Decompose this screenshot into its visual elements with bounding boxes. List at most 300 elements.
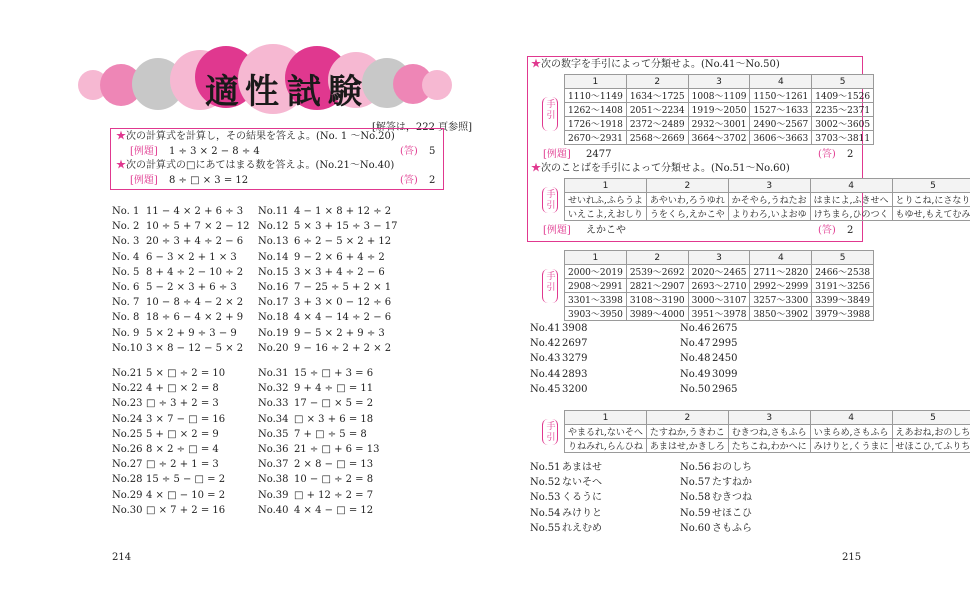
- column-header: 3: [688, 251, 750, 265]
- question-number: No.32: [258, 383, 289, 395]
- question-value: 5 + □ × 2 = 9: [146, 428, 219, 440]
- table-cell: 3703〜3811: [812, 131, 874, 145]
- column-header: 5: [812, 75, 874, 89]
- table-row: [565, 265, 874, 279]
- question-row: [258, 429, 367, 440]
- table-cell: 2670〜2931: [565, 131, 627, 145]
- question-row: [258, 444, 379, 455]
- column-header: 5: [812, 251, 874, 265]
- table-cell: よりわろ,いよおゆ: [728, 207, 810, 221]
- question-number: No.54: [530, 507, 561, 519]
- example-41-answer: (答) 2: [818, 149, 854, 160]
- question-row: [530, 473, 602, 488]
- question-value: たすねか: [712, 477, 752, 489]
- question-number: No.14: [258, 251, 289, 263]
- question-value: 11 − 4 × 2 + 6 ÷ 3: [146, 206, 244, 217]
- question-value: 21 ÷ □ + 6 = 13: [294, 444, 380, 455]
- table-cell: 3301〜3398: [565, 293, 627, 307]
- question-value: 3279: [562, 353, 588, 365]
- table-cell: 3606〜3663: [750, 131, 812, 145]
- table-cell: 3664〜3702: [688, 131, 750, 145]
- question-number: No.40: [258, 504, 289, 516]
- question-row: [680, 519, 752, 534]
- question-row: [112, 474, 225, 485]
- table-row: [565, 193, 970, 207]
- table-cell: みけりと,くうまに: [810, 439, 892, 453]
- column-header: 1: [565, 251, 627, 265]
- table-cell: いまらめ,さもふら: [810, 425, 892, 439]
- question-value: 10 − □ ÷ 2 = 8: [294, 474, 374, 486]
- question-row: [112, 297, 243, 308]
- column-header: 3: [728, 411, 810, 425]
- question-value: □ ÷ 3 + 2 = 3: [146, 398, 219, 410]
- question-value: おのしち: [712, 462, 752, 473]
- question-number: No.51: [530, 462, 561, 473]
- table-header-row: [565, 251, 874, 265]
- question-row: [112, 343, 243, 354]
- column-header: 4: [810, 411, 892, 425]
- guide-table-numbers-1: [564, 74, 874, 145]
- table-row: [565, 307, 874, 321]
- table-cell: とりこね,にさなり: [892, 193, 970, 207]
- table-row: [565, 425, 970, 439]
- question-value: 7 − 25 ÷ 5 + 2 × 1: [294, 282, 392, 293]
- instruction-2: ★次の計算式の□にあてはまる数を答えよ。(No.21〜No.40): [116, 160, 395, 171]
- table-cell: むきつね,さもふら: [728, 425, 810, 439]
- star-icon: ★: [531, 163, 541, 174]
- question-value: □ × 3 + 6 = 18: [294, 413, 374, 425]
- table-cell: 1409〜1526: [812, 89, 874, 103]
- table-cell: 3989〜4000: [626, 307, 688, 321]
- question-value: 2893: [562, 368, 588, 380]
- question-value: 9 − 16 ÷ 2 + 2 × 2: [294, 342, 392, 354]
- table-cell: せいれふ,ふらうよ: [565, 193, 647, 207]
- star-icon: ★: [116, 131, 126, 142]
- table-cell: 1634〜1725: [626, 89, 688, 103]
- question-number: No.41: [530, 323, 561, 334]
- table-cell: 1110〜1149: [565, 89, 627, 103]
- question-row: [680, 473, 752, 488]
- question-number: No.19: [258, 327, 289, 339]
- table-cell: 2568〜2669: [626, 131, 688, 145]
- question-row: [258, 490, 373, 501]
- instruction-41-50: ★次の数字を手引によって分類せよ。(No.41〜No.50): [531, 59, 780, 70]
- question-number: No. 5: [112, 266, 140, 278]
- example-51-answer: (答) 2: [818, 225, 854, 236]
- answer-reference: [解答は，222 頁参照]: [372, 122, 473, 133]
- question-value: 9 − 2 × 6 + 4 ÷ 2: [294, 251, 385, 263]
- table-cell: 1008〜1109: [688, 89, 750, 103]
- question-number: No.42: [530, 338, 561, 350]
- question-number: No.21: [112, 368, 143, 379]
- column-header: 4: [750, 75, 812, 89]
- question-number: No.24: [112, 413, 143, 425]
- question-number: No.45: [530, 383, 561, 395]
- question-row: [112, 328, 237, 339]
- question-row: [258, 236, 391, 247]
- question-row: [680, 353, 737, 364]
- table-cell: 1150〜1261: [750, 89, 812, 103]
- question-row: [258, 206, 391, 217]
- table-cell: 3903〜3950: [565, 307, 627, 321]
- column-header: 5: [892, 411, 970, 425]
- question-row: [112, 398, 219, 409]
- column-header: 2: [626, 75, 688, 89]
- question-value: 18 ÷ 6 − 4 × 2 + 9: [146, 312, 244, 324]
- table-header-row: [565, 179, 970, 193]
- question-value: れえむめ: [562, 522, 602, 534]
- tebiki-label-1: 手 引: [545, 100, 557, 134]
- table-cell: 2020〜2465: [688, 265, 750, 279]
- question-value: ないそへ: [562, 477, 602, 489]
- question-row: [680, 384, 737, 395]
- instruction-1: ★次の計算式を計算し，その結果を答えよ。(No. 1 〜No.20): [116, 131, 395, 142]
- table-cell: 2490〜2567: [750, 117, 812, 131]
- question-row: [258, 505, 373, 516]
- question-number: No.56: [680, 462, 711, 473]
- table-cell: りねみれ,らんひね: [565, 439, 647, 453]
- question-value: 5 − 2 × 3 + 6 ÷ 3: [146, 282, 237, 293]
- question-row: [112, 414, 225, 425]
- table-row: [565, 89, 874, 103]
- question-row: [112, 444, 219, 455]
- question-value: あまはせ: [562, 462, 602, 473]
- question-number: No.36: [258, 444, 289, 455]
- question-value: 7 + □ ÷ 5 = 8: [294, 428, 367, 440]
- question-row: [530, 519, 602, 534]
- example-1: [例題] 1 ÷ 3 × 2 − 8 ÷ 4: [130, 146, 260, 157]
- question-number: No.34: [258, 413, 289, 425]
- question-value: 4 − 1 × 8 + 12 ÷ 2: [294, 206, 392, 217]
- tebiki-label-2: 手 引: [545, 190, 557, 216]
- table-cell: 2539〜2692: [626, 265, 688, 279]
- question-value: 4 × 4 − 14 ÷ 2 − 6: [294, 312, 392, 324]
- question-row: [258, 221, 397, 232]
- question-number: No.48: [680, 353, 711, 365]
- column-header: 3: [728, 179, 810, 193]
- guide-table-numbers-2: [564, 250, 874, 321]
- question-value: 8 × 2 ÷ □ = 4: [146, 444, 219, 455]
- table-cell: たちこね,わかへに: [728, 439, 810, 453]
- table-cell: 2908〜2991: [565, 279, 627, 293]
- question-row: [112, 267, 243, 278]
- table-row: [565, 103, 874, 117]
- question-number: No. 2: [112, 221, 140, 233]
- question-number: No. 1: [112, 206, 140, 217]
- question-row: [258, 328, 385, 339]
- question-value: 6 − 3 × 2 + 1 × 3: [146, 251, 237, 263]
- question-row: [112, 252, 237, 263]
- question-number: No.58: [680, 492, 711, 504]
- question-number: No.59: [680, 507, 711, 519]
- question-number: No.39: [258, 489, 289, 501]
- question-value: 2965: [712, 383, 738, 395]
- question-row: [258, 474, 373, 485]
- question-value: 3 × 3 + 4 ÷ 2 − 6: [294, 266, 385, 278]
- question-row: [258, 459, 373, 470]
- table-cell: けちまら,ひのつく: [810, 207, 892, 221]
- question-number: No.43: [530, 353, 561, 365]
- tebiki-label-4: 手 引: [545, 422, 557, 448]
- question-number: No. 3: [112, 236, 140, 248]
- question-row: [258, 368, 373, 379]
- table-cell: 2693〜2710: [688, 279, 750, 293]
- question-number: No.50: [680, 383, 711, 395]
- question-number: No.52: [530, 477, 561, 489]
- question-number: No.60: [680, 522, 711, 534]
- question-value: 4 × □ − 10 = 2: [146, 489, 226, 501]
- page-number-right: 215: [842, 552, 862, 563]
- question-number: No.16: [258, 282, 289, 293]
- question-value: 4 × 4 − □ = 12: [294, 504, 374, 516]
- question-number: No.17: [258, 297, 289, 309]
- question-value: 6 ÷ 2 − 5 × 2 + 12: [294, 236, 392, 248]
- question-row: [112, 282, 237, 293]
- question-number: No.57: [680, 477, 711, 489]
- question-number: No. 7: [112, 297, 140, 309]
- question-value: むきつね: [712, 492, 752, 504]
- instruction-51-60: ★次のことばを手引によって分類せよ。(No.51〜No.60): [531, 163, 790, 174]
- table-row: [565, 293, 874, 307]
- example-41: [例題] 2477: [543, 149, 612, 160]
- table-cell: 2235〜2371: [812, 103, 874, 117]
- table-cell: たすねか,うきわこ: [646, 425, 728, 439]
- question-number: No.53: [530, 492, 561, 504]
- question-row: [258, 398, 373, 409]
- question-value: 8 + 4 ÷ 2 − 10 ÷ 2: [146, 266, 244, 278]
- question-value: 9 − 5 × 2 + 9 ÷ 3: [294, 327, 385, 339]
- question-number: No. 4: [112, 251, 140, 263]
- question-row: [530, 323, 587, 334]
- question-row: [680, 488, 752, 503]
- question-value: 3099: [712, 368, 738, 380]
- question-number: No.12: [258, 221, 289, 233]
- question-value: 3908: [562, 323, 588, 334]
- question-value: 3 × 7 − □ = 16: [146, 413, 226, 425]
- question-row: [112, 236, 243, 247]
- title-char-4: 験: [328, 72, 362, 112]
- question-value: 5 × 2 + 9 ÷ 3 − 9: [146, 327, 237, 339]
- question-number: No.18: [258, 312, 289, 324]
- question-value: 3200: [562, 383, 588, 395]
- guide-table-words-2: [564, 410, 970, 453]
- question-value: 10 ÷ 5 + 7 × 2 − 12: [146, 221, 250, 233]
- question-row: [530, 353, 587, 364]
- question-number: No.55: [530, 522, 561, 534]
- question-number: No.26: [112, 444, 143, 455]
- table-cell: あやいわ,ろうゆれ: [646, 193, 728, 207]
- question-value: 17 − □ × 5 = 2: [294, 398, 374, 410]
- question-row: [258, 383, 373, 394]
- table-cell: 1919〜2050: [688, 103, 750, 117]
- question-number: No.31: [258, 368, 289, 379]
- table-cell: いえこよ,えおしり: [565, 207, 647, 221]
- question-number: No.23: [112, 398, 143, 410]
- question-row: [112, 429, 219, 440]
- question-number: No.20: [258, 342, 289, 354]
- question-number: No.44: [530, 368, 561, 380]
- question-value: くるうに: [562, 492, 602, 504]
- title-char-3: 試: [287, 72, 321, 112]
- question-value: 2450: [712, 353, 738, 365]
- table-cell: 3257〜3300: [750, 293, 812, 307]
- question-row: [530, 504, 602, 519]
- table-cell: かそやら,うねたお: [728, 193, 810, 207]
- column-header: 2: [646, 411, 728, 425]
- guide-table-words-1: [564, 178, 970, 221]
- table-row: [565, 207, 970, 221]
- question-value: 5 × □ ÷ 2 = 10: [146, 368, 226, 379]
- column-header: 1: [565, 75, 627, 89]
- question-number: No.49: [680, 368, 711, 380]
- table-row: [565, 439, 970, 453]
- question-row: [530, 384, 587, 395]
- question-value: 9 + 4 ÷ □ = 11: [294, 383, 374, 395]
- table-cell: 2932〜3001: [688, 117, 750, 131]
- table-cell: 2711〜2820: [750, 265, 812, 279]
- table-cell: 2992〜2999: [750, 279, 812, 293]
- question-value: 2 × 8 − □ = 13: [294, 459, 374, 471]
- question-row: [530, 369, 587, 380]
- tebiki-label-3: 手 引: [545, 272, 557, 306]
- example-2: [例題] 8 ÷ □ × 3 = 12: [130, 175, 249, 186]
- table-cell: 3002〜3605: [812, 117, 874, 131]
- column-header: 2: [626, 251, 688, 265]
- question-row: [112, 505, 225, 516]
- question-row: [258, 312, 391, 323]
- question-value: みけりと: [562, 507, 602, 519]
- table-cell: 3951〜3978: [688, 307, 750, 321]
- table-cell: 3399〜3849: [812, 293, 874, 307]
- table-header-row: [565, 411, 970, 425]
- question-value: □ + 12 ÷ 2 = 7: [294, 489, 374, 501]
- table-cell: はまによ,ふきせへ: [810, 193, 892, 207]
- question-row: [112, 312, 243, 323]
- example-1-answer: (答) 5: [400, 146, 436, 157]
- star-icon: ★: [531, 59, 541, 70]
- table-cell: 1527〜1633: [750, 103, 812, 117]
- question-number: No.22: [112, 383, 143, 395]
- question-row: [530, 338, 587, 349]
- question-number: No.11: [258, 206, 289, 217]
- table-cell: 3979〜3988: [812, 307, 874, 321]
- column-header: 1: [565, 411, 647, 425]
- example-51: [例題] えかこや: [543, 225, 626, 236]
- column-header: 3: [688, 75, 750, 89]
- question-row: [680, 338, 737, 349]
- question-value: 10 − 8 ÷ 4 − 2 × 2: [146, 297, 244, 309]
- question-number: No.33: [258, 398, 289, 410]
- table-row: [565, 131, 874, 145]
- question-number: No.46: [680, 323, 711, 334]
- question-row: [258, 282, 391, 293]
- question-value: 2675: [712, 323, 738, 334]
- question-value: 5 × 3 + 15 ÷ 3 − 17: [294, 221, 398, 233]
- table-cell: 3108〜3190: [626, 293, 688, 307]
- question-row: [680, 504, 752, 519]
- question-value: 2995: [712, 338, 738, 350]
- table-cell: やまるれ,ないそへ: [565, 425, 647, 439]
- title-char-2: 性: [245, 72, 279, 112]
- table-cell: 2051〜2234: [626, 103, 688, 117]
- question-number: No.38: [258, 474, 289, 486]
- question-row: [112, 206, 243, 217]
- question-value: 4 + □ × 2 = 8: [146, 383, 219, 395]
- column-header: 5: [892, 179, 970, 193]
- question-value: 3 × 8 − 12 − 5 × 2: [146, 342, 244, 354]
- question-number: No.28: [112, 474, 143, 486]
- question-number: No.35: [258, 428, 289, 440]
- question-row: [112, 383, 219, 394]
- table-cell: 2372〜2489: [626, 117, 688, 131]
- question-value: 15 ÷ □ + 3 = 6: [294, 368, 374, 379]
- table-cell: 1726〜1918: [565, 117, 627, 131]
- table-cell: 2000〜2019: [565, 265, 627, 279]
- table-row: [565, 279, 874, 293]
- question-number: No.47: [680, 338, 711, 350]
- question-row: [680, 458, 752, 473]
- question-number: No. 9: [112, 327, 140, 339]
- table-header-row: [565, 75, 874, 89]
- table-cell: もゆせ,もえてむみ: [892, 207, 970, 221]
- question-number: No.10: [112, 342, 143, 354]
- table-cell: せほこひ,てふりち: [892, 439, 970, 453]
- column-header: 2: [646, 179, 728, 193]
- question-number: No.37: [258, 459, 289, 471]
- column-header: 1: [565, 179, 647, 193]
- question-row: [258, 414, 373, 425]
- table-cell: 3000〜3107: [688, 293, 750, 307]
- table-cell: 2466〜2538: [812, 265, 874, 279]
- table-cell: 3191〜3256: [812, 279, 874, 293]
- question-number: No. 6: [112, 282, 140, 293]
- question-row: [112, 368, 225, 379]
- question-number: No.27: [112, 459, 143, 471]
- question-row: [680, 369, 737, 380]
- question-row: [112, 459, 219, 470]
- question-row: [530, 488, 602, 503]
- question-row: [258, 297, 391, 308]
- question-number: No.25: [112, 428, 143, 440]
- column-header: 4: [810, 179, 892, 193]
- table-row: [565, 117, 874, 131]
- question-number: No.13: [258, 236, 289, 248]
- table-cell: 2821〜2907: [626, 279, 688, 293]
- star-icon: ★: [116, 160, 126, 171]
- table-cell: うをくら,えかこや: [646, 207, 728, 221]
- question-row: [258, 343, 391, 354]
- page-number-left: 214: [112, 552, 132, 563]
- table-cell: 1262〜1408: [565, 103, 627, 117]
- question-number: No. 8: [112, 312, 140, 324]
- question-row: [112, 221, 249, 232]
- question-value: 15 ÷ 5 − □ = 2: [146, 474, 226, 486]
- table-cell: えあおね,おのしち: [892, 425, 970, 439]
- question-value: □ ÷ 2 + 1 = 3: [146, 459, 219, 471]
- example-2-answer: (答) 2: [400, 175, 436, 186]
- question-value: 20 ÷ 3 + 4 ÷ 2 − 6: [146, 236, 244, 248]
- question-row: [530, 458, 602, 473]
- question-value: 3 + 3 × 0 − 12 ÷ 6: [294, 297, 392, 309]
- table-cell: あまはせ,かきしろ: [646, 439, 728, 453]
- question-number: No.30: [112, 504, 143, 516]
- column-header: 4: [750, 251, 812, 265]
- question-row: [258, 267, 385, 278]
- question-number: No.15: [258, 266, 289, 278]
- table-cell: 3850〜3902: [750, 307, 812, 321]
- question-value: さもふら: [712, 522, 752, 534]
- question-value: 2697: [562, 338, 588, 350]
